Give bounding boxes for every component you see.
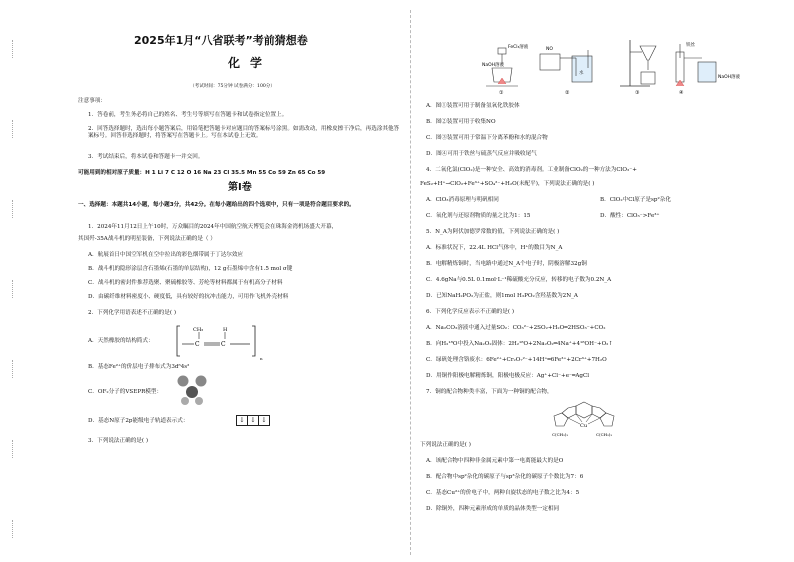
option-c: C．战斗机的密封件推荐选聚、聚硫橡胶等、芳纶等材料都属于有机高分子材料 (88, 280, 283, 286)
option-b: B．电解精炼铜时，当电路中通过N_A个电子时，阴极溶解32g铜 (426, 261, 587, 267)
reagent-label: 水 (579, 71, 584, 76)
copper-complex-structure-figure (534, 396, 634, 440)
question-stem: 5．N_A为阿伏加德罗常数的值，下列说法正确的是( ) (426, 229, 560, 235)
subject-title: 化学 (228, 56, 273, 70)
option-d: D．已知NaH₂PO₂为正盐，则1mol H₃PO₂含羟基数为2N_A (426, 293, 578, 299)
part-heading: 第Ⅰ卷 (228, 182, 252, 193)
question-stem: 下列说法正确的是( ) (420, 442, 471, 448)
methyl-label: CH₃ (193, 327, 204, 333)
atomic-masses: 可能用到的相对原子质量：H 1 Li 7 C 12 O 16 Na 23 Cl 35.5 Mn 55 Co 59 Zn 65 Co 59 (78, 170, 326, 176)
notice-item: 3．考试结束后，将本试卷和答题卡一并交回。 (88, 154, 204, 160)
question-stem: 4．二氧化氯(ClO₂)是一种安全、高效的消毒剂。工业制备ClO₂的一种方法为ClO₃⁻+ (426, 167, 637, 173)
question-stem: 3．下列说法正确的是( ) (88, 438, 149, 444)
option-c: C．基态Cu²⁺的价电子中，两种自旋状态的电子数之比为4：5 (426, 490, 580, 496)
option-d: D．图④可用于铁丝与硫蒸气反应并吸收尾气 (426, 151, 537, 157)
option-d: D．基态N原子2p能级电子轨道表示式： (88, 418, 189, 424)
notice-heading: 注意事项： (78, 98, 106, 104)
substituent-label: C(CH₃)₃ (552, 432, 568, 437)
binding-mark (12, 360, 19, 378)
question-stem: 2．下列化学用语表述不正确的是( ) (88, 310, 177, 316)
option-a: A．图①装置可用于制备氢氧化铁胶体 (426, 103, 520, 109)
natural-rubber-structure-figure (174, 322, 264, 362)
vsepr-model-figure (174, 372, 210, 406)
option-c: C．氧化剂与还原剂物质的量之比为1：15 (426, 213, 531, 219)
orbital-box: ↓ (248, 415, 259, 426)
orbital-diagram (236, 415, 270, 426)
option-d: D．酸性：ClO₃⁻>Fe³⁺ (600, 213, 660, 219)
option-b: B．ClO₂中Cl原子是sp²杂化 (600, 197, 671, 203)
binding-mark (12, 520, 19, 538)
notice-item: 2．回答选择题时，选出每小题答案后，用铅笔把答题卡对应题目的答案标号涂黑。如需改动，用橡皮擦干净后，再选涂其他答案标号。回答非选择题时，将答案写在答题卡上。写在本试卷上无效。 (88, 126, 400, 139)
substituent-label: C(CH₃)₃ (596, 432, 612, 437)
apparatus-1 (482, 43, 529, 96)
question-stem: 6．下列化学反应表示不正确的是( ) (426, 309, 515, 315)
figure-label: ④ (679, 90, 684, 96)
orbital-box: ↓ (236, 415, 248, 426)
svg-text:n: n (260, 356, 263, 361)
reagent-label: FeCl₃溶液 (508, 45, 529, 50)
question-stem: 其国歼-35A战斗机的明星装备，下列说法正确的是（ ） (78, 236, 216, 242)
apparatus-3 (620, 40, 656, 96)
binding-mark (12, 440, 19, 458)
option-c: C．图③装置可用于常温下分离苯酚和水的混合物 (426, 135, 548, 141)
column-divider (410, 10, 411, 555)
option-b: B．图②装置可用于收集NO (426, 119, 496, 125)
binding-mark (12, 40, 19, 58)
option-d: D．用铜作阳极电解精炼铜，阳极电极反应：Ag⁺+Cl⁻+e⁻═AgCl (426, 373, 590, 379)
orbital-box: ↓ (259, 415, 270, 426)
option-a: A．航展首日中国空军机在空中拉出的彩色烟带属于丁达尔效应 (88, 252, 244, 258)
gas-label: NO (546, 47, 553, 52)
option-a: A．Na₂CO₃溶液中通入过量SO₂：CO₃²⁻+2SO₂+H₂O═2HSO₃⁻+CO₂ (426, 325, 606, 331)
apparatus-2 (540, 46, 592, 96)
hydrogen-label: H (223, 327, 228, 333)
option-b: B．向H₂¹⁸O中投入Na₂O₂固体：2H₂¹⁸O+2Na₂O₂═4Na⁺+4¹⁸OH⁻+O₂↑ (426, 341, 614, 347)
question-stem: 1．2024年11月12日上午10时，万众瞩目的2024年中国航空航天博览会在珠海金湾机场盛大开幕， (88, 224, 338, 230)
option-c: C．4.6gNa与0.5L 0.1mol·L⁻¹稀硫酸充分反应，转移的电子数为0.2N_A (426, 277, 612, 283)
figure-label: ① (499, 90, 504, 96)
carbon-label: C (221, 341, 226, 348)
option-c: C．OF₂分子的VSEPR模型： (88, 389, 163, 395)
exam-info: （考试时间：75分钟 试卷满分：100分） (190, 84, 275, 89)
option-a: A．天然橡胶的结构简式： (88, 338, 154, 344)
apparatus-4 (676, 41, 740, 96)
option-b: B．战斗机的隐形涂层含石墨烯(石墨的单层结构)，12 g石墨烯中含有1.5 mol σ键 (88, 266, 293, 272)
page-title: 2025年1月“八省联考”考前猜想卷 (134, 34, 308, 47)
apparatus-figures (480, 38, 740, 96)
section-instructions: 一、选择题：本题共14小题，每小题3分，共42分。在每小题给出的四个选项中，只有一项是符合题目要求的。 (78, 202, 355, 208)
carbon-label: C (195, 341, 200, 348)
reagent-label: 铁丝 (686, 43, 695, 48)
option-a: A．标准状况下，22.4L HCl气体中，H⁺的数目为N_A (426, 245, 563, 251)
option-b: B．基态Fe²⁺的价层电子排布式为3d⁶4s² (88, 364, 190, 370)
notice-item: 1．答卷前，考生务必将自己的姓名、考生号等填写在答题卡和试卷指定位置上。 (88, 112, 288, 118)
copper-label: Cu (580, 423, 588, 429)
binding-mark (12, 280, 19, 298)
question-stem: FeS₂+H⁺→ClO₂+Fe³⁺+SO₄²⁻+H₂O(未配平)，下列说法正确的是( ) (420, 181, 595, 187)
figure-label: ② (565, 90, 570, 96)
option-d: D．除铜外，四种元素形成的单质的晶体类型一定相同 (426, 506, 560, 512)
option-d: D．由碳纤维材料密度小、硬度低，具有较好的抗冲击能力，可用作飞机外壳材料 (88, 294, 289, 300)
figure-label: ③ (635, 90, 640, 96)
binding-mark (12, 200, 19, 218)
option-b: B．配合物中sp²杂化的碳原子与sp³杂化的碳原子个数比为7：6 (426, 474, 584, 480)
option-a: A．该配合物中四种非金属元素中第一电离能最大的是O (426, 458, 564, 464)
option-a: A．ClO₃消毒原理与明矾相同 (426, 197, 499, 203)
binding-margin (0, 0, 30, 562)
binding-mark (12, 120, 19, 138)
question-stem: 7．铜的配合物种类丰富，下面为一种铜的配合物， (426, 389, 553, 395)
reagent-label: NaOH溶液 (718, 75, 740, 80)
reagent-label: NaOH溶液 (482, 63, 505, 68)
option-c: C．绿矾处理含铬废水：6Fe²⁺+Cr₂O₇²⁻+14H⁺═6Fe³⁺+2Cr³⁺+7H₂O (426, 357, 607, 363)
